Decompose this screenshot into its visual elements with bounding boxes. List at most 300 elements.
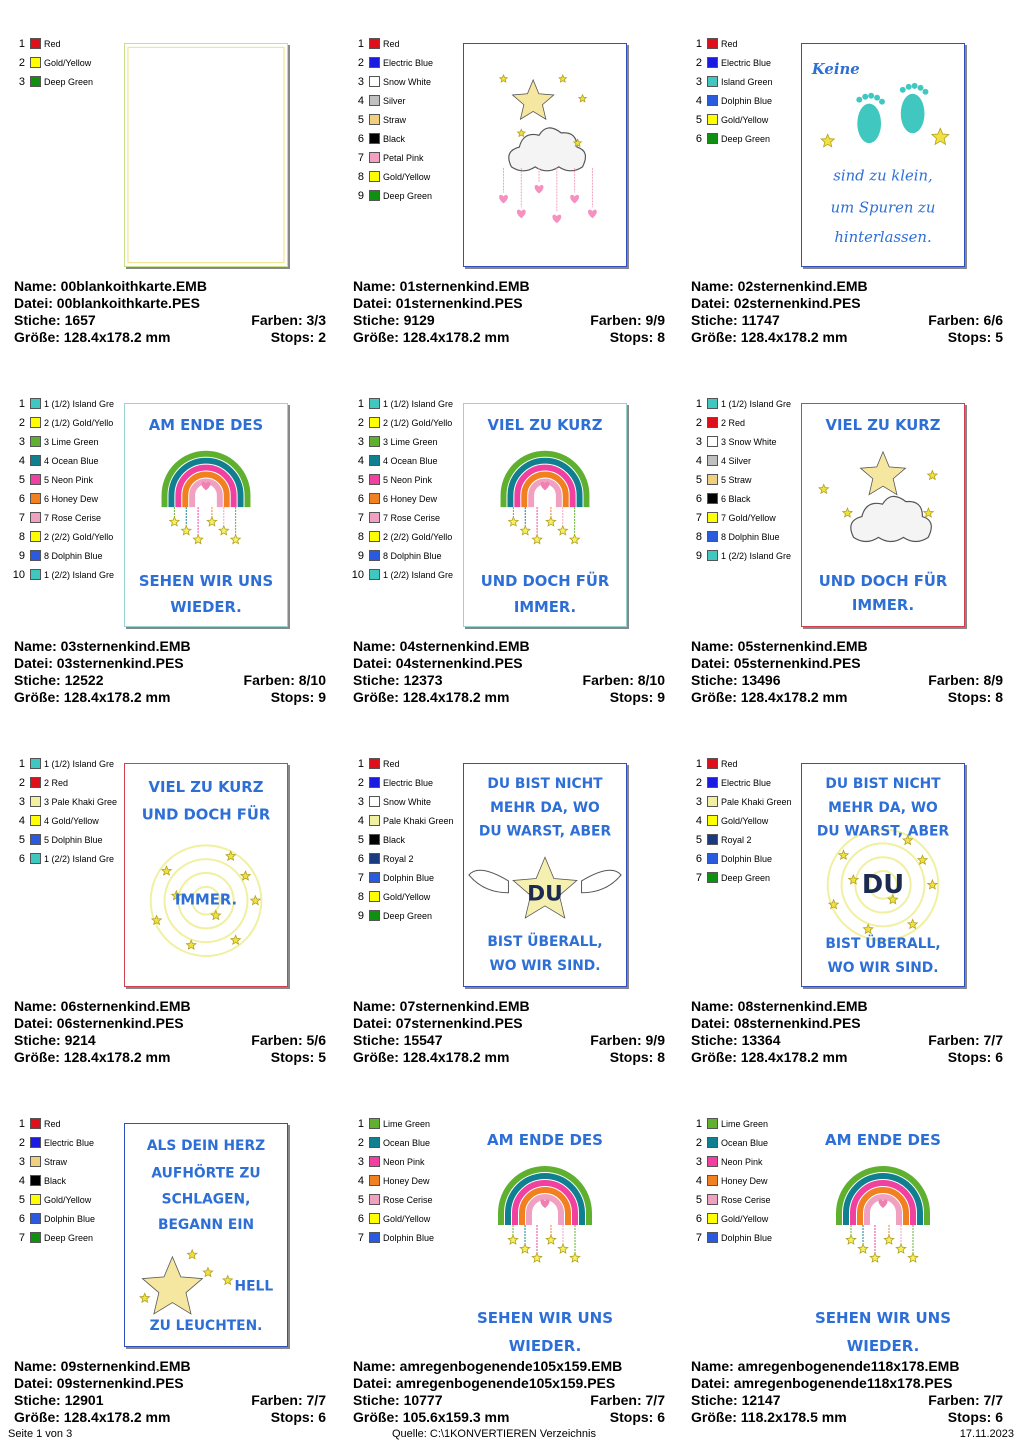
thread-number: 3: [18, 436, 25, 448]
thread-name: 7 Gold/Yellow: [721, 513, 776, 523]
stop-count: Stops: 8: [609, 329, 665, 345]
design-info: [691, 998, 1003, 1066]
toe-dot: [918, 85, 924, 91]
design-text: DU BIST NICHT: [487, 776, 603, 793]
thread-name: 8 Dolphin Blue: [44, 551, 103, 561]
thread-number: 1: [18, 1118, 25, 1130]
thread-color-list: [691, 396, 803, 567]
design-text: sind zu klein,: [833, 167, 933, 185]
thread-number: 1: [695, 1118, 702, 1130]
design-size: Größe: 128.4x178.2 mm: [14, 329, 171, 345]
star-icon: [908, 1253, 918, 1262]
star-icon: [532, 535, 541, 544]
thread-swatch: [369, 512, 380, 523]
thread-number: 5: [695, 1194, 702, 1206]
thread-color-row: [353, 169, 465, 188]
thread-name: Neon Pink: [721, 1157, 763, 1167]
thread-number: 3: [695, 1156, 702, 1168]
thread-number: 1: [695, 38, 702, 50]
thread-color-row: [14, 794, 126, 813]
heart-icon: [499, 195, 508, 204]
thread-color-row: [691, 55, 803, 74]
thread-number: 6: [357, 853, 364, 865]
thread-name: 7 Rose Cerise: [44, 513, 102, 523]
thread-color-row: [14, 548, 126, 567]
design-text: UND DOCH FÜR: [141, 806, 271, 824]
stitch-count: Stiche: 13364: [691, 1032, 781, 1048]
thread-name: Dolphin Blue: [721, 1233, 773, 1243]
thread-swatch: [369, 1156, 380, 1167]
star-icon: [558, 526, 567, 535]
design-name: Name: 01sternenkind.EMB: [353, 278, 530, 294]
thread-name: Royal 2: [721, 835, 752, 845]
thread-name: Red: [721, 759, 738, 769]
toe-dot: [862, 94, 868, 100]
thread-number: 4: [695, 455, 702, 467]
thread-swatch: [707, 436, 718, 447]
thread-number: 4: [357, 815, 364, 827]
thread-color-row: [353, 74, 465, 93]
page-number: Seite 1 von 3: [8, 1428, 73, 1440]
thread-number: 2: [357, 1137, 364, 1149]
thread-number: 1: [695, 398, 702, 410]
thread-color-row: [14, 775, 126, 794]
thread-color-row: [353, 112, 465, 131]
thread-swatch: [30, 531, 41, 542]
toe-dot: [912, 83, 918, 89]
design-text: WIEDER.: [846, 1337, 920, 1355]
design-text: Keine: [811, 61, 860, 78]
thread-name: Gold/Yellow: [44, 1195, 92, 1205]
thread-swatch: [707, 758, 718, 769]
thread-swatch: [707, 1156, 718, 1167]
thread-swatch: [369, 891, 380, 902]
star-icon: [819, 484, 828, 493]
color-count: Farben: 9/9: [590, 312, 665, 328]
embroidery-preview-graphic: [463, 1123, 627, 1355]
design-card: [0, 8, 338, 368]
thread-number: 3: [695, 76, 702, 88]
design-text: WO WIR SIND.: [827, 959, 939, 976]
thread-swatch: [707, 1213, 718, 1224]
star-icon: [932, 128, 949, 144]
thread-color-row: [353, 510, 465, 529]
design-file: Datei: amregenbogenende105x159.PES: [353, 1375, 616, 1391]
star-icon: [924, 508, 933, 517]
design-preview: [463, 1123, 627, 1355]
thread-color-row: [353, 1135, 465, 1154]
thread-number: 2: [18, 417, 25, 429]
thread-name: 2 (1/2) Gold/Yello: [44, 418, 114, 428]
thread-color-row: [14, 55, 126, 74]
thread-swatch: [369, 76, 380, 87]
thread-color-row: [353, 188, 465, 207]
stop-count: Stops: 8: [609, 1049, 665, 1065]
thread-swatch: [30, 853, 41, 864]
thread-name: Red: [44, 39, 61, 49]
thread-name: 1 (2/2) Island Gre: [721, 551, 792, 561]
thread-swatch: [369, 455, 380, 466]
thread-swatch: [369, 910, 380, 921]
embroidery-preview-graphic: [802, 44, 964, 266]
thread-number: 8: [357, 531, 364, 543]
star-icon: [207, 517, 216, 526]
thread-color-row: [14, 1116, 126, 1135]
design-card: [0, 728, 338, 1088]
thread-swatch: [369, 493, 380, 504]
design-size: Größe: 128.4x178.2 mm: [353, 329, 510, 345]
design-file: Datei: 00blankoithkarte.PES: [14, 295, 200, 311]
thread-swatch: [369, 57, 380, 68]
star-icon: [843, 508, 852, 517]
design-size: Größe: 128.4x178.2 mm: [14, 689, 171, 705]
design-preview: [463, 763, 627, 987]
thread-swatch: [30, 1156, 41, 1167]
star-icon: [193, 535, 202, 544]
thread-swatch: [369, 758, 380, 769]
design-text: ALS DEIN HERZ: [146, 1138, 266, 1155]
star-icon: [884, 1235, 894, 1244]
design-info: [353, 278, 665, 346]
thread-name: Gold/Yellow: [383, 892, 431, 902]
stop-count: Stops: 6: [609, 1409, 665, 1425]
design-text: DU WARST, ABER: [816, 823, 950, 840]
thread-color-row: [691, 775, 803, 794]
thread-name: Dolphin Blue: [383, 873, 435, 883]
design-name: Name: 02sternenkind.EMB: [691, 278, 868, 294]
thread-name: Electric Blue: [383, 58, 434, 68]
thread-number: 8: [695, 531, 702, 543]
star-icon: [821, 134, 834, 147]
design-text: VIEL ZU KURZ: [487, 417, 603, 435]
thread-color-row: [353, 93, 465, 112]
thread-name: 5 Dolphin Blue: [44, 835, 103, 845]
design-file: Datei: 05sternenkind.PES: [691, 655, 861, 671]
design-info: [14, 278, 326, 346]
thread-name: 1 (1/2) Island Gre: [44, 399, 115, 409]
cloud-icon: [851, 496, 932, 541]
design-text: SEHEN WIR UNS: [138, 573, 274, 591]
design-size: Größe: 128.4x178.2 mm: [691, 1049, 848, 1065]
design-text: ZU LEUCHTEN.: [149, 1317, 263, 1334]
thread-number: 4: [695, 1175, 702, 1187]
stitch-count: Stiche: 12147: [691, 1392, 781, 1408]
thread-color-row: [14, 529, 126, 548]
toe-dot: [900, 87, 906, 93]
star-icon: [518, 129, 526, 136]
design-text: DU: [861, 869, 905, 900]
design-size: Größe: 128.4x178.2 mm: [14, 1049, 171, 1065]
design-info: [14, 638, 326, 706]
thread-color-row: [691, 832, 803, 851]
design-card: [0, 1088, 338, 1448]
thread-number: 1: [357, 38, 364, 50]
thread-swatch: [30, 455, 41, 466]
thread-color-row: [691, 1116, 803, 1135]
thread-number: 4: [357, 455, 364, 467]
thread-name: Gold/Yellow: [383, 172, 431, 182]
thread-number: 3: [357, 436, 364, 448]
color-count: Farben: 5/6: [251, 1032, 326, 1048]
thread-name: Black: [44, 1176, 67, 1186]
thread-color-row: [691, 491, 803, 510]
thread-number: 1: [18, 758, 25, 770]
thread-color-row: [691, 74, 803, 93]
thread-swatch: [369, 550, 380, 561]
design-size: Größe: 118.2x178.5 mm: [691, 1409, 847, 1425]
thread-number: 6: [695, 493, 702, 505]
design-preview: [463, 403, 627, 627]
stitch-count: Stiche: 1657: [14, 312, 96, 328]
design-name: Name: 07sternenkind.EMB: [353, 998, 530, 1014]
design-file: Datei: 01sternenkind.PES: [353, 295, 523, 311]
thread-number: 3: [18, 76, 25, 88]
thread-color-row: [353, 832, 465, 851]
thread-name: Straw: [44, 1157, 68, 1167]
thread-name: 5 Straw: [721, 475, 752, 485]
design-preview: [801, 403, 965, 627]
thread-number: 7: [357, 1232, 364, 1244]
stop-count: Stops: 6: [270, 1409, 326, 1425]
source-path: Quelle: C:\1KONVERTIEREN Verzeichnis: [392, 1428, 596, 1440]
thread-number: 7: [357, 512, 364, 524]
design-info: [14, 998, 326, 1066]
thread-number: 1: [357, 758, 364, 770]
design-size: Größe: 128.4x178.2 mm: [14, 1409, 171, 1425]
thread-number: 2: [18, 1137, 25, 1149]
design-text: VIEL ZU KURZ: [825, 417, 941, 435]
design-preview: [463, 43, 627, 267]
thread-swatch: [369, 152, 380, 163]
thread-color-row: [14, 74, 126, 93]
design-size: Größe: 128.4x178.2 mm: [691, 329, 848, 345]
thread-swatch: [30, 1194, 41, 1205]
thread-color-list: [14, 1116, 126, 1249]
embroidery-preview-graphic: [801, 1123, 965, 1355]
design-file: Datei: 08sternenkind.PES: [691, 1015, 861, 1031]
design-text: MEHR DA, WO: [828, 799, 938, 816]
thread-swatch: [707, 474, 718, 485]
thread-name: 1 (1/2) Island Gre: [44, 759, 115, 769]
thread-color-row: [353, 1116, 465, 1135]
thread-swatch: [369, 1137, 380, 1148]
thread-color-row: [353, 548, 465, 567]
thread-swatch: [369, 114, 380, 125]
thread-color-row: [691, 415, 803, 434]
thread-number: 6: [357, 133, 364, 145]
thread-swatch: [30, 815, 41, 826]
thread-number: 5: [357, 1194, 364, 1206]
design-text: DU: [527, 881, 563, 907]
thread-number: 2: [357, 57, 364, 69]
design-name: Name: 03sternenkind.EMB: [14, 638, 191, 654]
color-count: Farben: 7/7: [928, 1032, 1003, 1048]
design-text: UND DOCH FÜR: [818, 573, 948, 591]
stitch-count: Stiche: 12901: [14, 1392, 104, 1408]
embroidery-preview-graphic: [125, 764, 287, 986]
toe-dot: [856, 97, 862, 103]
design-card: [677, 8, 1015, 368]
design-text: IMMER.: [174, 891, 238, 909]
star-icon: [858, 1244, 868, 1253]
thread-number: 5: [695, 834, 702, 846]
embroidery-preview-graphic: [464, 44, 626, 266]
thread-number: 8: [18, 531, 25, 543]
heart-icon: [541, 1199, 550, 1208]
thread-number: 4: [18, 1175, 25, 1187]
thread-swatch: [30, 1118, 41, 1129]
design-text: UND DOCH FÜR: [480, 573, 610, 591]
thread-name: Red: [383, 759, 400, 769]
thread-swatch: [707, 38, 718, 49]
thread-color-row: [691, 794, 803, 813]
design-info: [691, 638, 1003, 706]
design-name: Name: 06sternenkind.EMB: [14, 998, 191, 1014]
thread-number: 5: [18, 1194, 25, 1206]
thread-name: Deep Green: [44, 77, 94, 87]
thread-swatch: [369, 815, 380, 826]
thread-number: 9: [695, 550, 702, 562]
thread-name: Lime Green: [721, 1119, 769, 1129]
thread-color-row: [14, 1173, 126, 1192]
thread-swatch: [707, 76, 718, 87]
design-card: [339, 1088, 677, 1448]
thread-color-row: [353, 1211, 465, 1230]
thread-swatch: [707, 777, 718, 788]
thread-color-row: [691, 1192, 803, 1211]
design-card: [677, 728, 1015, 1088]
thread-color-row: [14, 434, 126, 453]
design-file: Datei: 04sternenkind.PES: [353, 655, 523, 671]
thread-name: Snow White: [383, 797, 432, 807]
thread-name: Dolphin Blue: [721, 854, 773, 864]
thread-number: 3: [18, 1156, 25, 1168]
design-name: Name: 09sternenkind.EMB: [14, 1358, 191, 1374]
thread-swatch: [707, 834, 718, 845]
thread-swatch: [369, 38, 380, 49]
design-preview: [801, 43, 965, 267]
star-icon: [579, 95, 587, 102]
thread-name: 4 Ocean Blue: [44, 456, 99, 466]
star-icon: [532, 1253, 542, 1262]
thread-number: 1: [357, 398, 364, 410]
thread-swatch: [707, 531, 718, 542]
star-icon: [546, 517, 555, 526]
thread-name: Dolphin Blue: [721, 96, 773, 106]
star-icon: [846, 1235, 856, 1244]
design-text: VIEL ZU KURZ: [148, 779, 264, 797]
design-info: [14, 1358, 326, 1426]
star-icon: [140, 1293, 149, 1302]
thread-number: 7: [18, 1232, 25, 1244]
thread-name: Deep Green: [383, 191, 433, 201]
thread-color-row: [353, 908, 465, 927]
thread-color-row: [353, 55, 465, 74]
thread-number: 5: [357, 114, 364, 126]
thread-swatch: [707, 796, 718, 807]
thread-swatch: [30, 569, 41, 580]
design-card: [339, 368, 677, 728]
color-count: Farben: 3/3: [251, 312, 326, 328]
thread-color-row: [353, 1154, 465, 1173]
thread-name: Honey Dew: [383, 1176, 430, 1186]
thread-color-row: [14, 453, 126, 472]
thread-swatch: [30, 550, 41, 561]
star-icon: [870, 1253, 880, 1262]
design-size: Größe: 128.4x178.2 mm: [353, 689, 510, 705]
thread-swatch: [369, 474, 380, 485]
star-icon: [219, 526, 228, 535]
thread-color-row: [353, 434, 465, 453]
thread-swatch: [30, 777, 41, 788]
thread-name: 2 Red: [44, 778, 69, 788]
thread-color-row: [353, 36, 465, 55]
thread-swatch: [707, 550, 718, 561]
thread-name: 1 (1/2) Island Gre: [383, 399, 454, 409]
thread-color-row: [691, 529, 803, 548]
stop-count: Stops: 5: [947, 329, 1003, 345]
thread-number: 7: [357, 152, 364, 164]
thread-color-row: [353, 415, 465, 434]
thread-swatch: [707, 1232, 718, 1243]
design-size: Größe: 128.4x178.2 mm: [353, 1049, 510, 1065]
design-text: um Spuren zu: [830, 199, 936, 217]
star-icon: [170, 517, 179, 526]
star-icon: [231, 935, 240, 944]
color-count: Farben: 7/7: [590, 1392, 665, 1408]
thread-name: Gold/Yellow: [721, 1214, 769, 1224]
stitch-count: Stiche: 9214: [14, 1032, 96, 1048]
design-file: Datei: 06sternenkind.PES: [14, 1015, 184, 1031]
thread-swatch: [30, 474, 41, 485]
thread-swatch: [30, 758, 41, 769]
thread-color-row: [14, 472, 126, 491]
star-icon: [508, 1235, 518, 1244]
thread-number: 9: [357, 910, 364, 922]
thread-number: 5: [357, 474, 364, 486]
design-info: [353, 638, 665, 706]
thread-number: 5: [18, 474, 25, 486]
thread-name: Rose Cerise: [383, 1195, 433, 1205]
thread-color-row: [14, 1230, 126, 1249]
thread-name: 6 Honey Dew: [44, 494, 99, 504]
thread-number: 8: [357, 171, 364, 183]
thread-number: 7: [18, 512, 25, 524]
color-count: Farben: 8/10: [243, 672, 326, 688]
thread-number: 4: [18, 815, 25, 827]
thread-number: 6: [357, 1213, 364, 1225]
star-icon: [860, 452, 905, 495]
thread-color-list: [353, 36, 465, 207]
thread-number: 7: [357, 872, 364, 884]
thread-swatch: [707, 1118, 718, 1129]
thread-name: Neon Pink: [383, 1157, 425, 1167]
design-text: WIEDER.: [508, 1337, 582, 1355]
thread-color-row: [691, 36, 803, 55]
thread-color-row: [353, 813, 465, 832]
thread-swatch: [707, 57, 718, 68]
wing-icon: [469, 870, 509, 893]
embroidery-preview-graphic: [125, 404, 287, 626]
thread-color-row: [353, 529, 465, 548]
thread-swatch: [30, 493, 41, 504]
stitch-count: Stiche: 12522: [14, 672, 104, 688]
thread-name: Snow White: [383, 77, 432, 87]
thread-swatch: [707, 1194, 718, 1205]
star-icon: [203, 1268, 212, 1277]
star-icon: [908, 919, 917, 928]
star-icon: [223, 1276, 232, 1285]
